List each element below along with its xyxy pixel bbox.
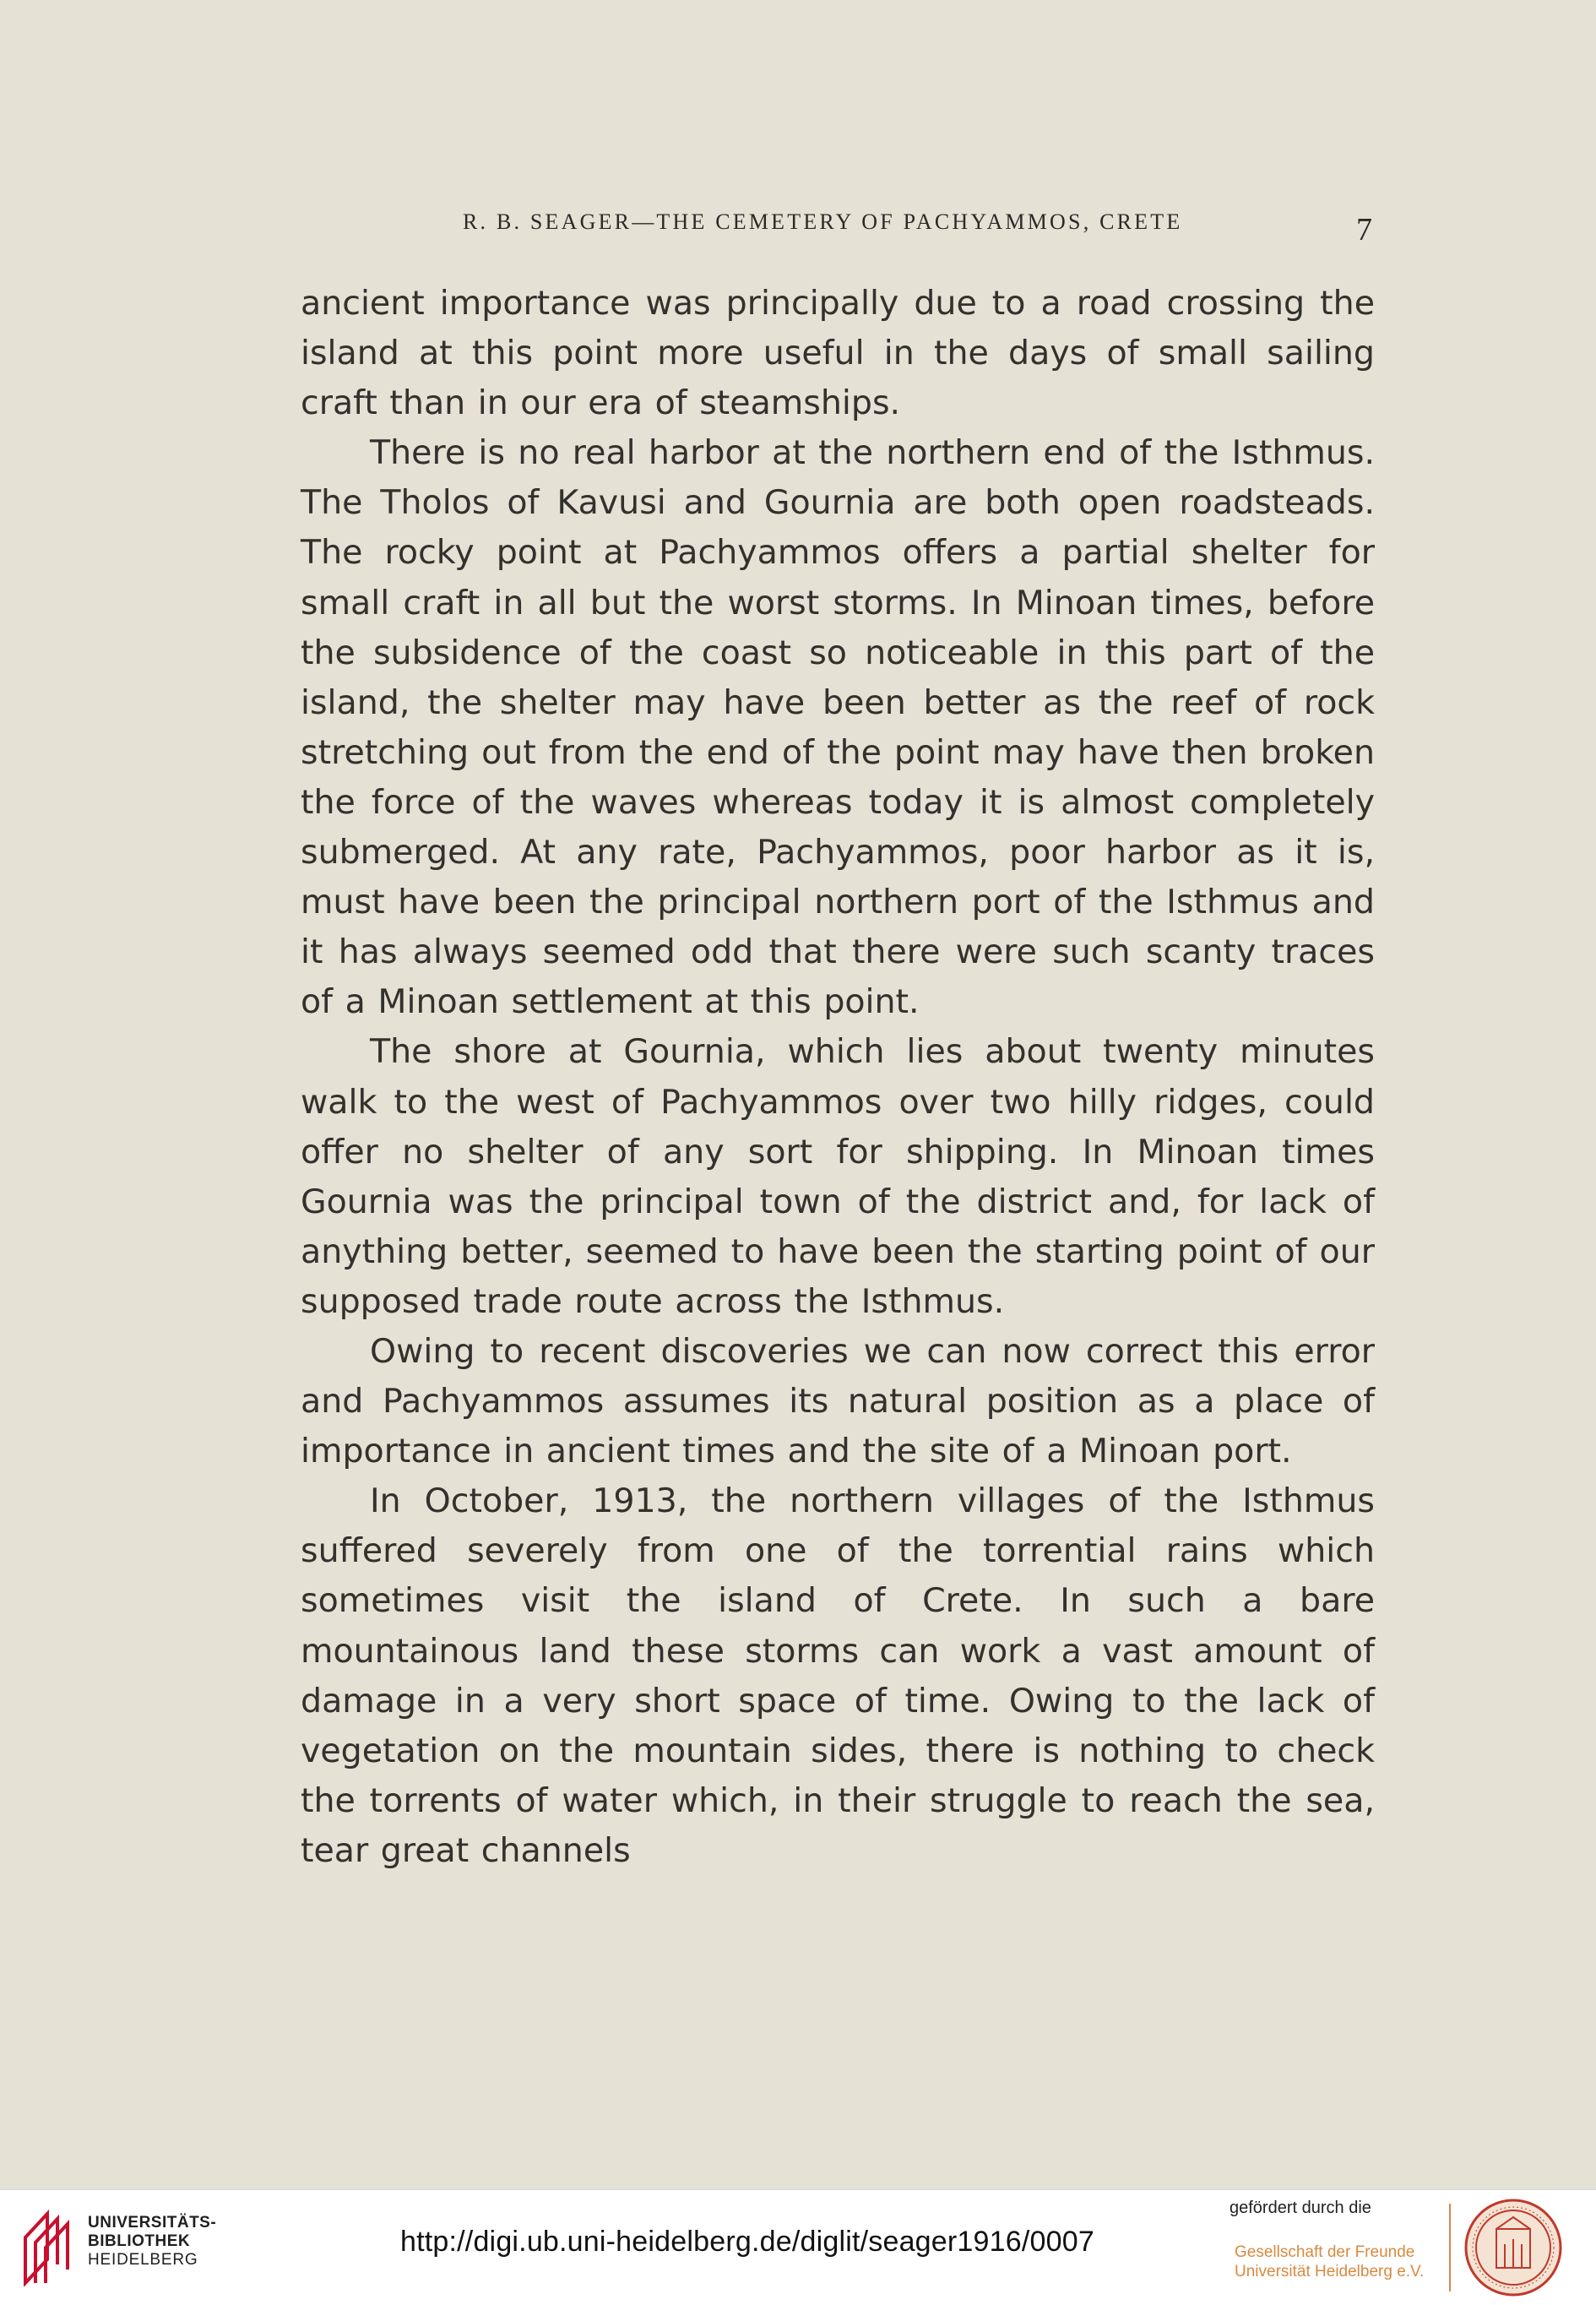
running-head: R. B. SEAGER—THE CEMETERY OF PACHYAMMOS, CRETE — [463, 209, 1183, 234]
society-line-2: Universität Heidelberg e.V. — [1235, 2263, 1425, 2281]
society-line-1: Gesellschaft der Freunde — [1235, 2243, 1415, 2261]
permalink-url[interactable]: http://digi.ub.uni-heidelberg.de/diglit/seager1916/0007 — [400, 2226, 1094, 2258]
library-line-2: BIBLIOTHEK — [88, 2232, 191, 2250]
body-text — [301, 279, 1375, 1876]
paragraph: ancient importance was principally due to a road crossing the island at this point more useful in the days of small sailing craft than in our era of steamships. — [301, 284, 1375, 423]
library-name — [88, 2214, 216, 2270]
page-number: 7 — [1356, 212, 1372, 247]
paragraph: The shore at Gournia, which lies about twenty minutes walk to the west of Pachyammos over two hilly ridges, could offer no shelter of any sort for shipping. In Minoan times Gournia was the principal town of the district and, for lack of anything better, seemed to have been the starting point of our supposed trade route across the Isthmus. — [301, 1032, 1375, 1321]
funded-by-label: gefördert durch die — [1230, 2199, 1371, 2217]
university-library-logo-icon — [19, 2209, 78, 2286]
viewer-footer — [0, 2189, 1596, 2305]
library-line-1: UNIVERSITÄTS- — [88, 2214, 217, 2232]
paragraph: Owing to recent discoveries we can now correct this error and Pachyammos assumes its natural position as a place of importance in ancient times and the site of a Minoan port. — [301, 1331, 1375, 1471]
paragraph: There is no real harbor at the northern end of the Isthmus. The Tholos of Kavusi and Gournia are both open roadsteads. The rocky point at Pachyammos offers a partial shelter for small craft in all but the worst storms. In Minoan times, before the subsidence of the coast so noticeable in this part of the island, the shelter may have been better as the reef of rock stretching out from the end of the point may have then broken the force of the waves whereas today it is almost completely submerged. At any rate, Pachyammos, poor harbor as it is, must have been the principal northern port of the Isthmus and it has always seemed odd that there were such scanty traces of a Minoan settlement at this point. — [301, 433, 1375, 1022]
society-name — [1235, 2242, 1424, 2281]
library-line-3: HEIDELBERG — [88, 2251, 198, 2269]
paragraph: In October, 1913, the northern villages of the Isthmus suffered severely from one of the torrential rains which sometimes visit the island of Crete. In such a bare mountainous land these storms can work a vast amount of damage in a very short space of time. Owing to the lack of vegetation on the mountain sides, there is nothing to check the torrents of water which, in their struggle to reach the sea, tear great channels — [301, 1481, 1375, 1870]
university-seal-icon — [1463, 2197, 1564, 2298]
footer-divider — [1449, 2204, 1451, 2291]
